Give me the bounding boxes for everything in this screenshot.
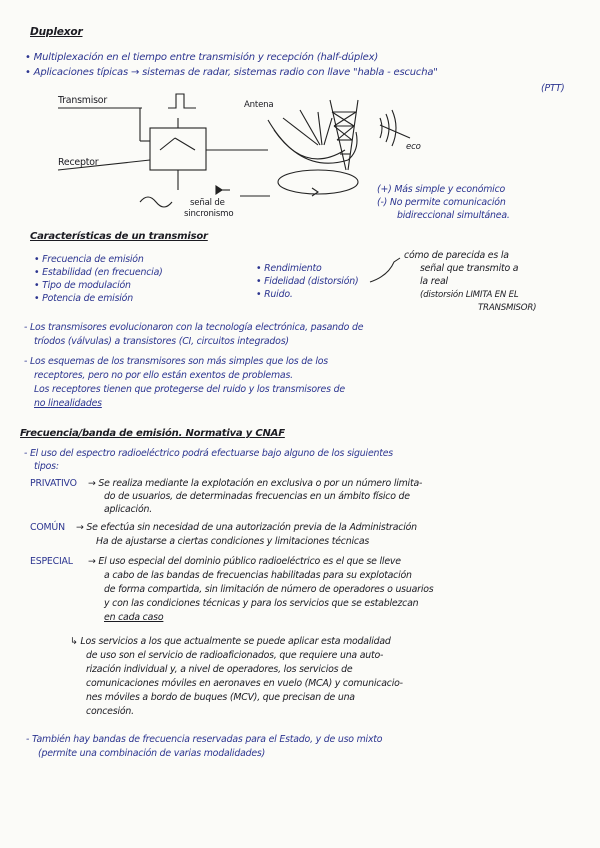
freq-especial-2: de forma compartida, sin limitación de número de operadores o usuarios	[104, 584, 434, 595]
caract-col2-1: • Fidelidad (distorsión)	[256, 276, 359, 287]
freq-especial-0: → El uso especial del dominio público radioeléctrico es el que se lleve	[88, 556, 401, 567]
duplexor-pros-1: (+) Más simple y económico	[377, 184, 506, 195]
freq-comun-0: → Se efectúa sin necesidad de una autorización previa de la Administración	[76, 522, 417, 533]
freq-servicios-2: rización individual y, a nivel de operadores, los servicios de	[86, 664, 353, 675]
caract-col1-1: • Estabilidad (en frecuencia)	[34, 267, 163, 278]
freq-comun-label: COMÚN	[30, 522, 65, 533]
diagram-label-receptor: Receptor	[58, 157, 99, 168]
caract-title: Características de un transmisor	[30, 231, 208, 242]
caract-note-0: cómo de parecida es la	[404, 250, 509, 261]
freq-final-1: (permite una combinación de varias modalidades)	[38, 748, 266, 759]
freq-privativo-label: PRIVATIVO	[30, 478, 77, 489]
caract-col1-3: • Potencia de emisión	[34, 293, 133, 304]
freq-final-0: - También hay bandas de frecuencia reservadas para el Estado, y de uso mixto	[26, 734, 383, 745]
freq-servicios-0: ↳ Los servicios a los que actualmente se puede aplicar esta modalidad	[70, 636, 391, 647]
freq-servicios-4: nes móviles a bordo de buques (MCV), que precisan de una	[86, 692, 355, 703]
caract-col1-0: • Frecuencia de emisión	[34, 254, 144, 265]
caract-note-1: señal que transmito a	[420, 263, 519, 274]
caract-note-2: la real	[420, 276, 448, 287]
duplexor-line-1: • Multiplexación en el tiempo entre transmisión y recepción (half-dúplex)	[25, 52, 379, 63]
freq-title: Frecuencia/banda de emisión. Normativa y CNAF	[20, 428, 285, 439]
freq-servicios-3: comunicaciones móviles en aeronaves en vuelo (MCA) y comunicacio-	[86, 678, 403, 689]
diagram-label-antena: Antena	[244, 100, 274, 110]
diagram-label-eco: eco	[406, 142, 421, 152]
caract-col2-0: • Rendimiento	[256, 263, 322, 274]
freq-intro-0: - El uso del espectro radioeléctrico podrá efectuarse bajo alguno de los siguientes	[24, 448, 393, 459]
caract-p1-1: tríodos (válvulas) a transistores (CI, circuitos integrados)	[34, 336, 289, 347]
duplexor-pros-2: (-) No permite comunicación	[377, 197, 506, 208]
freq-especial-4: en cada caso	[104, 612, 164, 623]
freq-especial-label: ESPECIAL	[30, 556, 73, 567]
freq-especial-1: a cabo de las bandas de frecuencias habilitadas para su explotación	[104, 570, 412, 581]
duplexor-title: Duplexor	[30, 26, 83, 38]
freq-privativo-2: aplicación.	[104, 504, 153, 515]
freq-privativo-0: → Se realiza mediante la explotación en exclusiva o por un número limita-	[88, 478, 423, 489]
freq-servicios-1: de uso son el servicio de radioaficionados, que requiere una auto-	[86, 650, 384, 661]
diagram-label-transmisor: Transmisor	[58, 95, 107, 106]
caract-p2-1: receptores, pero no por ello están exentos de problemas.	[34, 370, 293, 381]
caract-note-3: (distorsión LIMITA EN EL	[420, 290, 519, 300]
duplexor-line-2-end: (PTT)	[541, 83, 565, 94]
freq-comun-1: Ha de ajustarse a ciertas condiciones y limitaciones técnicas	[96, 536, 370, 547]
freq-especial-3: y con las condiciones técnicas y para los servicios que se establezcan	[104, 598, 419, 609]
diagram-label-senal-1: señal de	[190, 198, 225, 208]
freq-intro-1: tipos:	[34, 461, 59, 472]
duplexor-line-2: • Aplicaciones típicas → sistemas de radar, sistemas radio con llave "habla - escucha"	[25, 67, 438, 78]
caract-col2-2: • Ruido.	[256, 289, 293, 300]
caract-p2-0: - Los esquemas de los transmisores son más simples que los de los	[24, 356, 328, 367]
diagram-label-senal-2: sincronismo	[184, 209, 234, 219]
caract-col1-2: • Tipo de modulación	[34, 280, 131, 291]
caract-p2-2: Los receptores tienen que protegerse del ruido y los transmisores de	[34, 384, 345, 395]
freq-servicios-5: concesión.	[86, 706, 134, 717]
caract-p1-0: - Los transmisores evolucionaron con la tecnología electrónica, pasando de	[24, 322, 364, 333]
caract-p2-3: no linealidades	[34, 398, 102, 409]
freq-privativo-1: do de usuarios, de determinadas frecuencias en un ámbito físico de	[104, 491, 410, 502]
duplexor-pros-3: bidireccional simultánea.	[397, 210, 510, 221]
caract-note-4: TRANSMISOR)	[478, 303, 537, 313]
